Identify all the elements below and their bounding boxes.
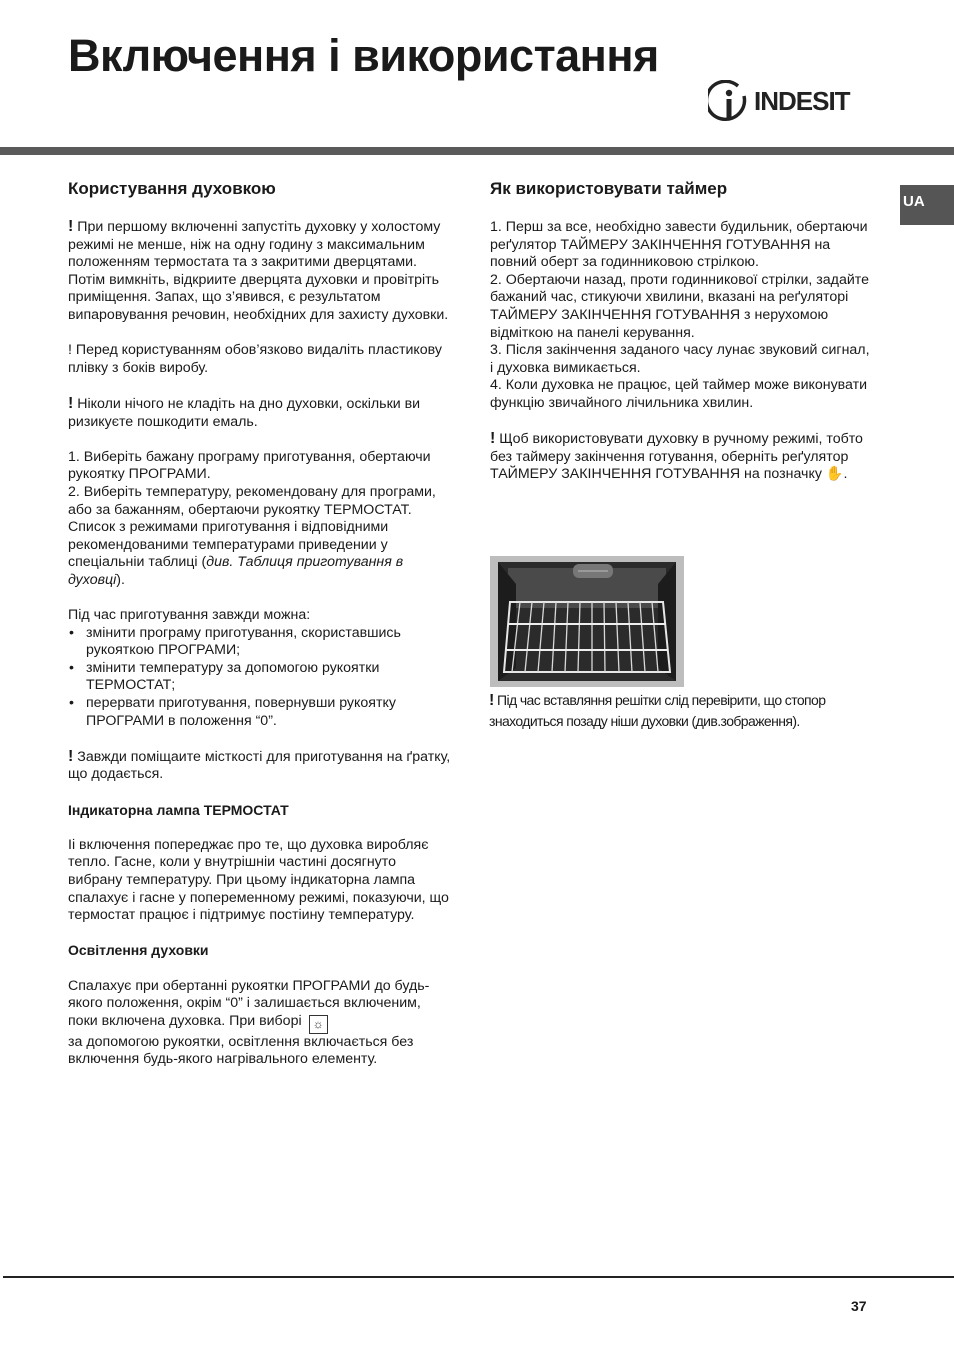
oven-light-text: Спалахує при обертанні рукоятки ПРОГРАМИ до будь-якого положення, окрім “0” і залишається включеним, поки включена духовка. При виборі ☼ за допомогою рукоятки, освітлення включається без включення будь-якого нагрівального елементу. xyxy=(68,977,430,1068)
warning-mark: ! xyxy=(68,394,74,412)
language-tab: UA xyxy=(900,185,954,225)
hand-icon: ✋ xyxy=(825,466,844,483)
oven-rack-icon xyxy=(498,562,676,681)
rack-caption: ! Під час вставляння решітки слід перевірити, що стопор знаходиться позаду ніши духовки (див.зображення). xyxy=(489,692,826,729)
warning-mark: ! xyxy=(490,430,496,448)
timer-step-3: 3. Після закінчення заданого часу лунає звуковий сигнал, і духовка вимикається. xyxy=(490,342,870,376)
page-number: 37 xyxy=(851,1298,867,1314)
brand-name: INDESIT xyxy=(754,86,850,116)
page-title: Включення і використання xyxy=(68,30,659,81)
indesit-logo-icon xyxy=(708,80,750,128)
list-item: • змінити програму приготування, скориставшись рукояткою ПРОГРАМИ; xyxy=(68,625,453,660)
first-use-paragraph: ! При першому включенні запустіть духовку у холостому режимі не менше, ніж на одну годину з максимальним положенням термостата та з закритими дверцятами. Потім вимкніть, відкриите дверцята духовки и провітріть приміщення. Запах, що з’явився, є результатом випаровування речовин, необхідних для захисту духовки. xyxy=(68,218,449,323)
rack-warning-paragraph: ! Завжди поміщаите місткості для приготування на ґратку, що додається. xyxy=(68,747,451,783)
warning-mark: ! xyxy=(68,218,74,235)
timer-step-1: 1. Перш за все, необхідно завести будильник, обертаючи реґулятор ТАЙМЕРУ ЗАКІНЧЕННЯ ГОТУВАННЯ на повний оберт за годинниковою стрілкою. xyxy=(490,219,868,271)
always-intro: Під час приготування завжди можна: xyxy=(68,607,311,624)
steps-paragraph: 1. Виберіть бажану програму приготування, обертаючи рукоятку ПРОГРАМИ. 2. Виберіть температуру, рекомендовану для програми, або за бажанням, обертаючи рукоятку ТЕРМОСТАТ. Список з режимами приготування і відповідними рекомендованими температурами приведении у спеціальнiи таблиці (див. Таблиця приготування в духовці). xyxy=(68,448,436,588)
thermostat-lamp-text: Іі включення попереджає про те, що духовка виробляє тепло. Гасне, коли у внутрішніи частині досягнуто вибрану температуру. При цьому індикаторна лампа спалахує і гасне у попеременному режимі, показуючи, що термостат працює і підтримує постіину температуру. xyxy=(68,836,449,924)
warning-mark: ! xyxy=(489,692,494,709)
footer-divider xyxy=(3,1276,954,1278)
thermostat-lamp-heading: Індикаторна лампа ТЕРМОСТАТ xyxy=(68,801,289,818)
manual-mode-paragraph: ! Щоб використовувати духовку в ручному режимі, тобто без таймеру закінчення готування, оберніть реґулятор ТАЙМЕРУ ЗАКІНЧЕННЯ ГОТУВАННЯ на позначку ✋. xyxy=(490,430,863,483)
list-item: • перервати приготування, повернувши рукоятку ПРОГРАМИ в положення “0”. xyxy=(68,695,453,730)
program-list-text: Список з режимами приготування і відповідними рекомендованими температурами приведении у спеціальнiи таблиці ( xyxy=(68,519,389,571)
film-warning-paragraph: ! Перед користуванням обов’язково видаліть пластикову плівку з боків виробу. xyxy=(68,342,442,376)
header-divider xyxy=(0,147,954,155)
oven-use-heading: Користування духовкою xyxy=(68,179,276,198)
oven-rack-illustration xyxy=(490,556,684,687)
step-1: 1. Виберіть бажану програму приготування, обертаючи рукоятку ПРОГРАМИ. xyxy=(68,448,431,483)
list-item: • змінити температуру за допомогою рукоятки ТЕРМОСТАТ; xyxy=(68,660,453,695)
timer-step-4: 4. Коли духовка не працює, цей таймер може виконувати функцію звичайного лічильника хвилин. xyxy=(490,377,868,411)
table-reference: див. Таблиця приготування в духовці xyxy=(68,554,404,588)
left-column xyxy=(68,178,453,1087)
brand-logo xyxy=(708,80,868,128)
right-column xyxy=(490,178,870,502)
timer-heading: Як використовувати таймер xyxy=(490,179,728,198)
timer-step-2: 2. Обертаючи назад, проти годинникової стрілки, задайте бажаний час, стикуючи хвилини, вказані на реґуляторі ТАЙМЕРУ ЗАКІНЧЕННЯ ГОТУВАННЯ з нерухомою відміткою на панелі керування. xyxy=(490,271,869,341)
warning-mark: ! xyxy=(68,747,74,765)
step-2: 2. Виберіть температуру, рекомендовану для програми, або за бажанням, обертаючи рукоятку ТЕРМОСТАТ. xyxy=(68,483,436,518)
oven-light-heading: Освітлення духовки xyxy=(68,942,209,959)
oven-light-icon: ☼ xyxy=(309,1015,328,1034)
timer-steps xyxy=(490,219,870,413)
enamel-warning-paragraph: ! Ніколи нічого не кладіть на дно духовки, оскільки ви ризикуєте пошкодити емаль. xyxy=(68,394,421,430)
options-list xyxy=(68,625,453,731)
